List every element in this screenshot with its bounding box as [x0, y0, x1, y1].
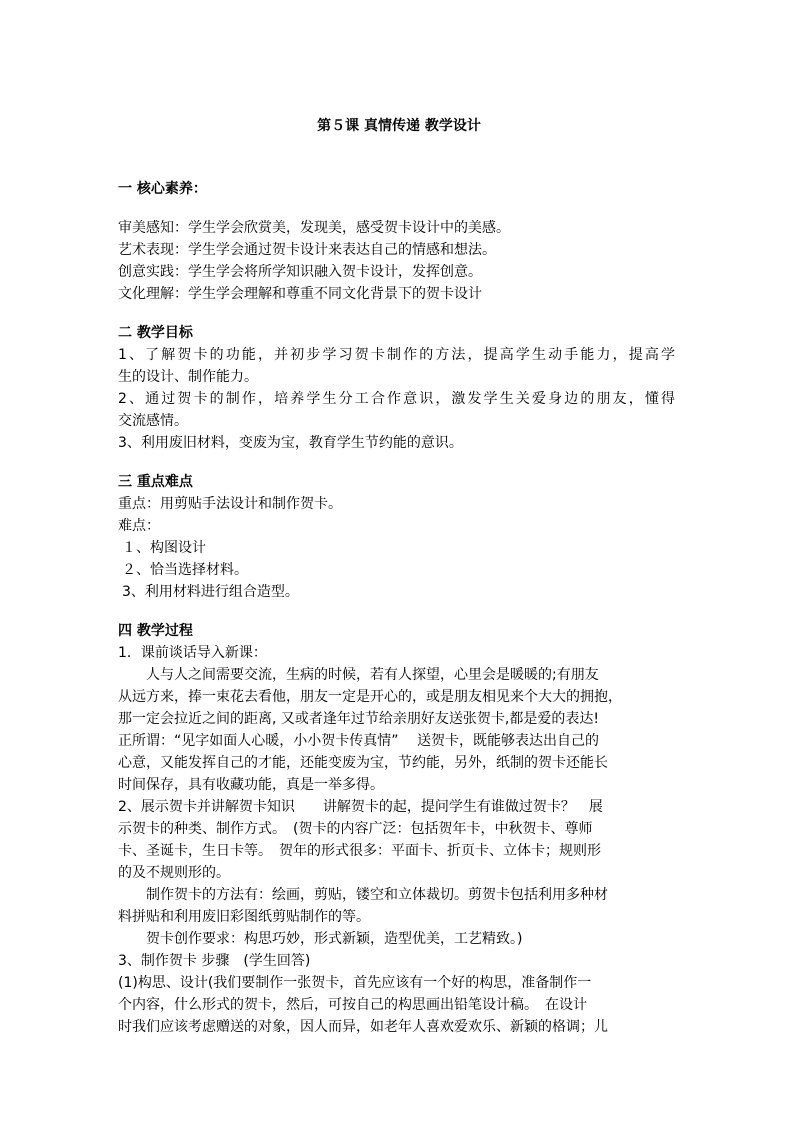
list-item: ２、恰当选择材料。 [122, 562, 248, 578]
section-heading-teaching-process: 四 教学过程 [118, 623, 193, 639]
paragraph-line: 的及不规则形的。 [118, 865, 230, 881]
list-item: １、构图设计 [122, 540, 206, 556]
paragraph-line: 1、了解贺卡的功能，并初步学习贺卡制作的方法，提高学生动手能力，提高学 [118, 347, 675, 363]
paragraph-line: 交流感情。 [118, 413, 188, 429]
paragraph-line: 难点： [118, 518, 160, 534]
paragraph-line: 2、展示贺卡并讲解贺卡知识 讲解贺卡的起，提问学生有谁做过贺卡？ 展 [118, 799, 603, 815]
paragraph-line: 生的设计、制作能力。 [118, 369, 258, 385]
paragraph-line: 个内容，什么形式的贺卡，然后，可按自己的构思画出铅笔设计稿。 在设计 [118, 997, 587, 1013]
paragraph-line: 示贺卡的种类、制作方式。 (贺卡的内容广泛：包括贺年卡，中秋贺卡、尊师 [118, 821, 593, 837]
paragraph-line: 3、制作贺卡 步骤 (学生回答) [118, 953, 311, 969]
paragraph-line: 1．课前谈话导入新课： [118, 645, 267, 661]
paragraph-line: 卡、圣诞卡，生日卡等。 贺年的形式很多：平面卡、折页卡、立体卡；规则形 [118, 843, 601, 859]
section-heading-core-literacy: 一 核心素养： [118, 181, 207, 197]
paragraph-line: 艺术表现：学生学会通过贺卡设计来表达自己的情感和想法。 [118, 242, 496, 258]
paragraph-line: 2、通过贺卡的制作，培养学生分工合作意识，激发学生关爱身边的朋友，懂得 [118, 391, 675, 407]
paragraph-line: 心意，又能发挥自己的才能，还能变废为宝，节约能，另外，纸制的贺卡还能长 [118, 755, 608, 771]
paragraph-line: 人与人之间需要交流，生病的时候，若有人探望，心里会是暖暖的;有朋友 [146, 667, 599, 683]
paragraph-line: 3、利用废旧材料，变废为宝，教育学生节约能的意识。 [118, 435, 463, 451]
paragraph-line: 从远方来，捧一束花去看他，朋友一定是开心的，或是朋友相见来个大大的拥抱， [118, 689, 622, 705]
paragraph-line: 制作贺卡的方法有：绘画，剪贴，镂空和立体裁切。剪贺卡包括利用多种材 [146, 887, 608, 903]
paragraph-line: 创意实践：学生学会将所学知识融入贺卡设计，发挥创意。 [118, 264, 482, 280]
paragraph-line: (1)构思、设计(我们要制作一张贺卡，首先应该有一个好的构思，准备制作一 [118, 975, 592, 991]
paragraph-line: 文化理解：学生学会理解和尊重不同文化背景下的贺卡设计 [118, 286, 482, 302]
paragraph-line: 重点：用剪贴手法设计和制作贺卡。 [118, 496, 342, 512]
section-heading-key-points: 三 重点难点 [118, 474, 193, 490]
paragraph-line: 贺卡创作要求：构思巧妙，形式新颖，造型优美，工艺精致。) [146, 931, 523, 947]
paragraph-line: 审美感知：学生学会欣赏美，发现美，感受贺卡设计中的美感。 [118, 220, 510, 236]
list-item: 3、利用材料进行组合造型。 [122, 584, 299, 600]
section-heading-teaching-goals: 二 教学目标 [118, 325, 193, 341]
paragraph-line: 正所谓：“见字如面人心暖，小小贺卡传真情” 送贺卡，既能够表达出自己的 [118, 733, 599, 749]
page-title: 第５课 真情传递 教学设计 [317, 118, 481, 134]
paragraph-line: 那一定会拉近之间的距离, 又或者逢年过节给亲朋好友送张贺卡,都是爱的表达! [118, 711, 599, 727]
paragraph-line: 时我们应该考虑赠送的对象，因人而异，如老年人喜欢爱欢乐、新颖的格调；儿 [118, 1019, 608, 1035]
paragraph-line: 时间保存，具有收藏功能，真是一举多得。 [118, 777, 384, 793]
paragraph-line: 料拼贴和利用废旧彩图纸剪贴制作的等。 [118, 909, 370, 925]
